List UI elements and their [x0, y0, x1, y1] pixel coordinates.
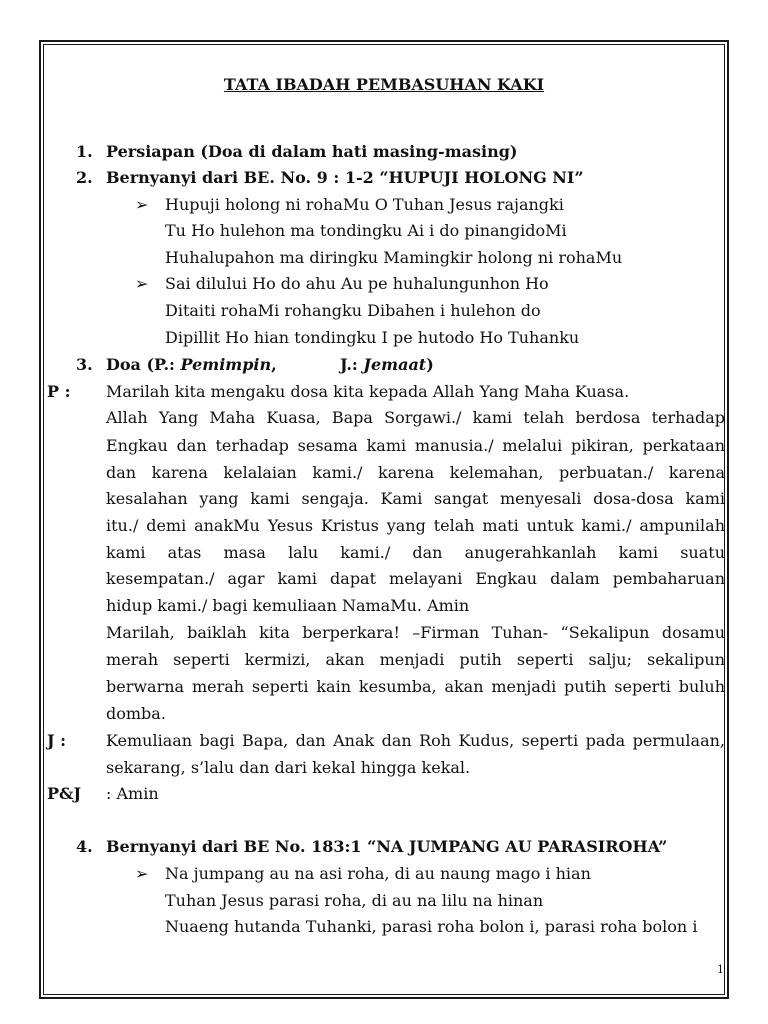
- arrow-bullet-icon: ➢: [135, 864, 149, 883]
- prayer-line: kesempatan./ agar kami dapat melayani Engkau dalam pembaharuan: [106, 569, 725, 588]
- prayer-line: domba.: [106, 704, 166, 723]
- prayer-line: Marilah, baiklah kita berperkara! –Firman Tuhan- “Sekalipun dosamu: [106, 623, 725, 642]
- section-3-heading: [106, 355, 277, 375]
- verse-line: Sai dilului Ho do ahu Au pe huhalungunhon Ho: [165, 274, 549, 293]
- jemaat-legend: [340, 355, 434, 375]
- doa-label: Doa (P.:: [106, 355, 175, 374]
- verse-line: Ditaiti rohaMi rohangku Dibahen i hulehon do: [165, 301, 541, 320]
- verse-line: Huhalupahon ma diringku Mamingkir holong ni rohaMu: [165, 248, 623, 267]
- section-1-number: 1.: [76, 142, 93, 161]
- jemaat-label: Jemaat: [363, 355, 427, 374]
- j-label: J.:: [340, 355, 358, 374]
- section-4-heading: Bernyanyi dari BE No. 183:1 “NA JUMPANG AU PARASIROHA”: [106, 837, 668, 856]
- section-2-number: 2.: [76, 168, 93, 187]
- comma: ,: [271, 355, 277, 374]
- prayer-line: dan karena kelalaian kami./ karena kelemahan, perbuatan./ karena: [106, 463, 725, 482]
- prayer-line: itu./ demi anakMu Yesus Kristus yang telah mati untuk kami./ ampunilah: [106, 516, 725, 535]
- pemimpin-label: Pemimpin: [180, 355, 272, 374]
- prayer-line: Engkau dan terhadap sesama kami manusia./ melalui pikiran, perkataan: [106, 436, 725, 455]
- page-number: 1: [717, 963, 724, 976]
- verse-line: Nuaeng hutanda Tuhanki, parasi roha bolon i, parasi roha bolon i: [165, 917, 698, 936]
- section-3-number: 3.: [76, 355, 93, 374]
- prayer-line: Marilah kita mengaku dosa kita kepada Allah Yang Maha Kuasa.: [106, 382, 630, 401]
- role-j: J :: [47, 731, 67, 750]
- prayer-line: kesalahan yang kami sengaja. Kami sangat menyesali dosa-dosa kami: [106, 489, 725, 508]
- amen-text: : Amin: [106, 784, 159, 803]
- role-pj: P&J: [47, 784, 82, 803]
- verse-line: Hupuji holong ni rohaMu O Tuhan Jesus rajangki: [165, 195, 564, 214]
- section-2-heading: Bernyanyi dari BE. No. 9 : 1-2 “HUPUJI HOLONG NI”: [106, 168, 584, 187]
- prayer-line: hidup kami./ bagi kemuliaan NamaMu. Amin: [106, 596, 470, 615]
- prayer-line: merah seperti kermizi, akan menjadi putih seperti salju; sekalipun: [106, 650, 725, 669]
- section-1-heading: Persiapan (Doa di dalam hati masing-masing): [106, 142, 518, 161]
- section-4-number: 4.: [76, 837, 93, 856]
- verse-line: Tuhan Jesus parasi roha, di au na lilu na hinan: [165, 891, 544, 910]
- response-line: sekarang, s’lalu dan dari kekal hingga kekal.: [106, 758, 471, 777]
- prayer-line: kami atas masa lalu kami./ dan anugerahkanlah kami suatu: [106, 543, 725, 562]
- verse-line: Tu Ho hulehon ma tondingku Ai i do pinangidoMi: [165, 221, 567, 240]
- document-title: TATA IBADAH PEMBASUHAN KAKI: [223, 75, 545, 94]
- arrow-bullet-icon: ➢: [135, 195, 149, 214]
- close-paren: ): [426, 355, 434, 374]
- verse-line: Dipillit Ho hian tondingku I pe hutodo Ho Tuhanku: [165, 328, 580, 347]
- response-line: Kemuliaan bagi Bapa, dan Anak dan Roh Kudus, seperti pada permulaan,: [106, 731, 725, 750]
- verse-line: Na jumpang au na asi roha, di au naung mago i hian: [165, 864, 591, 883]
- prayer-line: berwarna merah seperti kain kesumba, akan menjadi putih seperti buluh: [106, 677, 725, 696]
- role-p: P :: [47, 382, 71, 401]
- prayer-line: Allah Yang Maha Kuasa, Bapa Sorgawi./ kami telah berdosa terhadap: [106, 408, 725, 427]
- arrow-bullet-icon: ➢: [135, 274, 149, 293]
